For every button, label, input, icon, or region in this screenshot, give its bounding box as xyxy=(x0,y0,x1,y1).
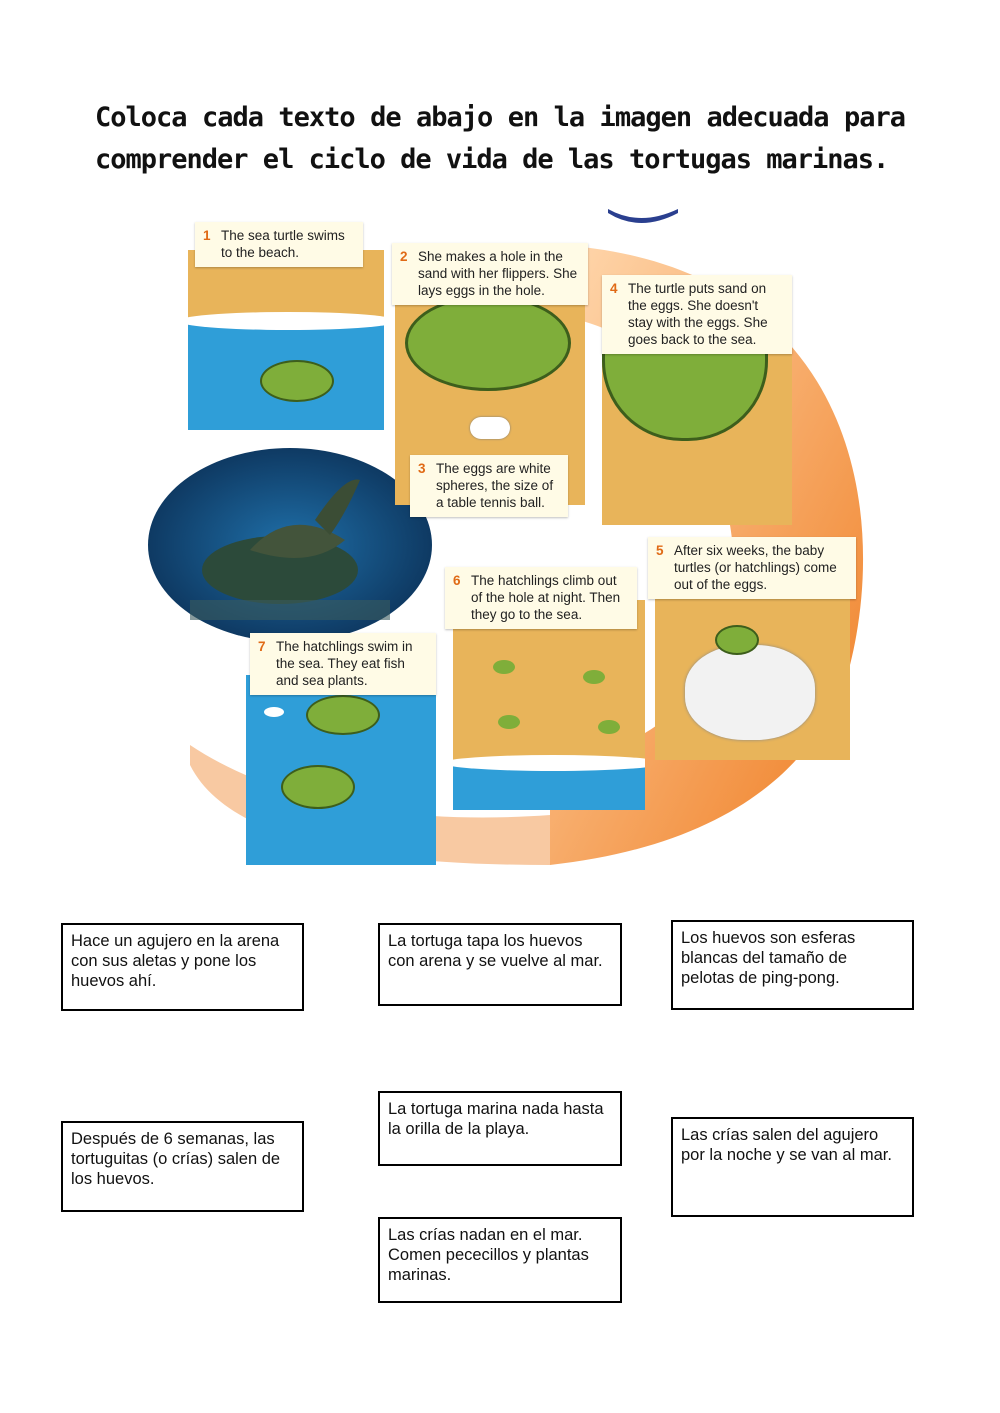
step-6-caption: 6 The hatchlings climb out of the hole at night. Then they go to the sea. xyxy=(445,567,637,629)
turtle-icon xyxy=(306,695,380,735)
fish-icon xyxy=(264,707,284,717)
panel-4-covering xyxy=(602,325,792,525)
answer-box-eggs-spheres[interactable]: Los huevos son esferas blancas del tamaño de pelotas de ping-pong. xyxy=(671,920,914,1010)
life-cycle-infographic xyxy=(130,205,870,880)
hatchling-icon xyxy=(498,715,520,729)
logo-icon xyxy=(608,209,678,223)
hatching-eggs-icon xyxy=(685,645,815,740)
hatchling-icon xyxy=(583,670,605,684)
panel-7-sea xyxy=(246,675,436,865)
hatchling-icon xyxy=(493,660,515,674)
turtle-icon xyxy=(260,360,334,402)
answer-box-after-six-weeks[interactable]: Después de 6 semanas, las tortuguitas (o crías) salen de los huevos. xyxy=(61,1121,304,1212)
step-5-caption: 5 After six weeks, the baby turtles (or hatchlings) come out of the eggs. xyxy=(648,537,856,599)
hatchling-icon xyxy=(598,720,620,734)
answer-box-swims-to-beach[interactable]: La tortuga marina nada hasta la orilla de la playa. xyxy=(378,1091,622,1166)
instruction-title: Coloca cada texto de abajo en la imagen adecuada para comprender el ciclo de vida de las tortugas marinas. xyxy=(95,102,905,175)
panel-6-beach xyxy=(453,600,645,810)
step-4-caption: 4 The turtle puts sand on the eggs. She doesn't stay with the eggs. She goes back to the sea. xyxy=(602,275,792,354)
answer-box-dig-hole[interactable]: Hace un agujero en la arena con sus aletas y pone los huevos ahí. xyxy=(61,923,304,1011)
turtle-icon xyxy=(281,765,355,809)
turtle-shell-icon xyxy=(405,295,571,391)
eggs-icon xyxy=(470,417,510,439)
step-1-caption: 1 The sea turtle swims to the beach. xyxy=(195,222,363,267)
step-3-caption: 3 The eggs are white spheres, the size of a table tennis ball. xyxy=(410,455,568,517)
answer-box-climb-out[interactable]: Las crías salen del agujero por la noche y se van al mar. xyxy=(671,1117,914,1217)
hatchling-icon xyxy=(715,625,759,655)
panel-1-sea xyxy=(188,250,384,430)
answer-box-swim-in-sea[interactable]: Las crías nadan en el mar. Comen pececillos y plantas marinas. xyxy=(378,1217,622,1303)
panel-5-hatching xyxy=(655,595,850,760)
step-2-caption: 2 She makes a hole in the sand with her flippers. She lays eggs in the hole. xyxy=(392,243,588,305)
answer-box-cover-eggs[interactable]: La tortuga tapa los huevos con arena y se vuelve al mar. xyxy=(378,923,622,1006)
step-7-caption: 7 The hatchlings swim in the sea. They eat fish and sea plants. xyxy=(250,633,436,695)
